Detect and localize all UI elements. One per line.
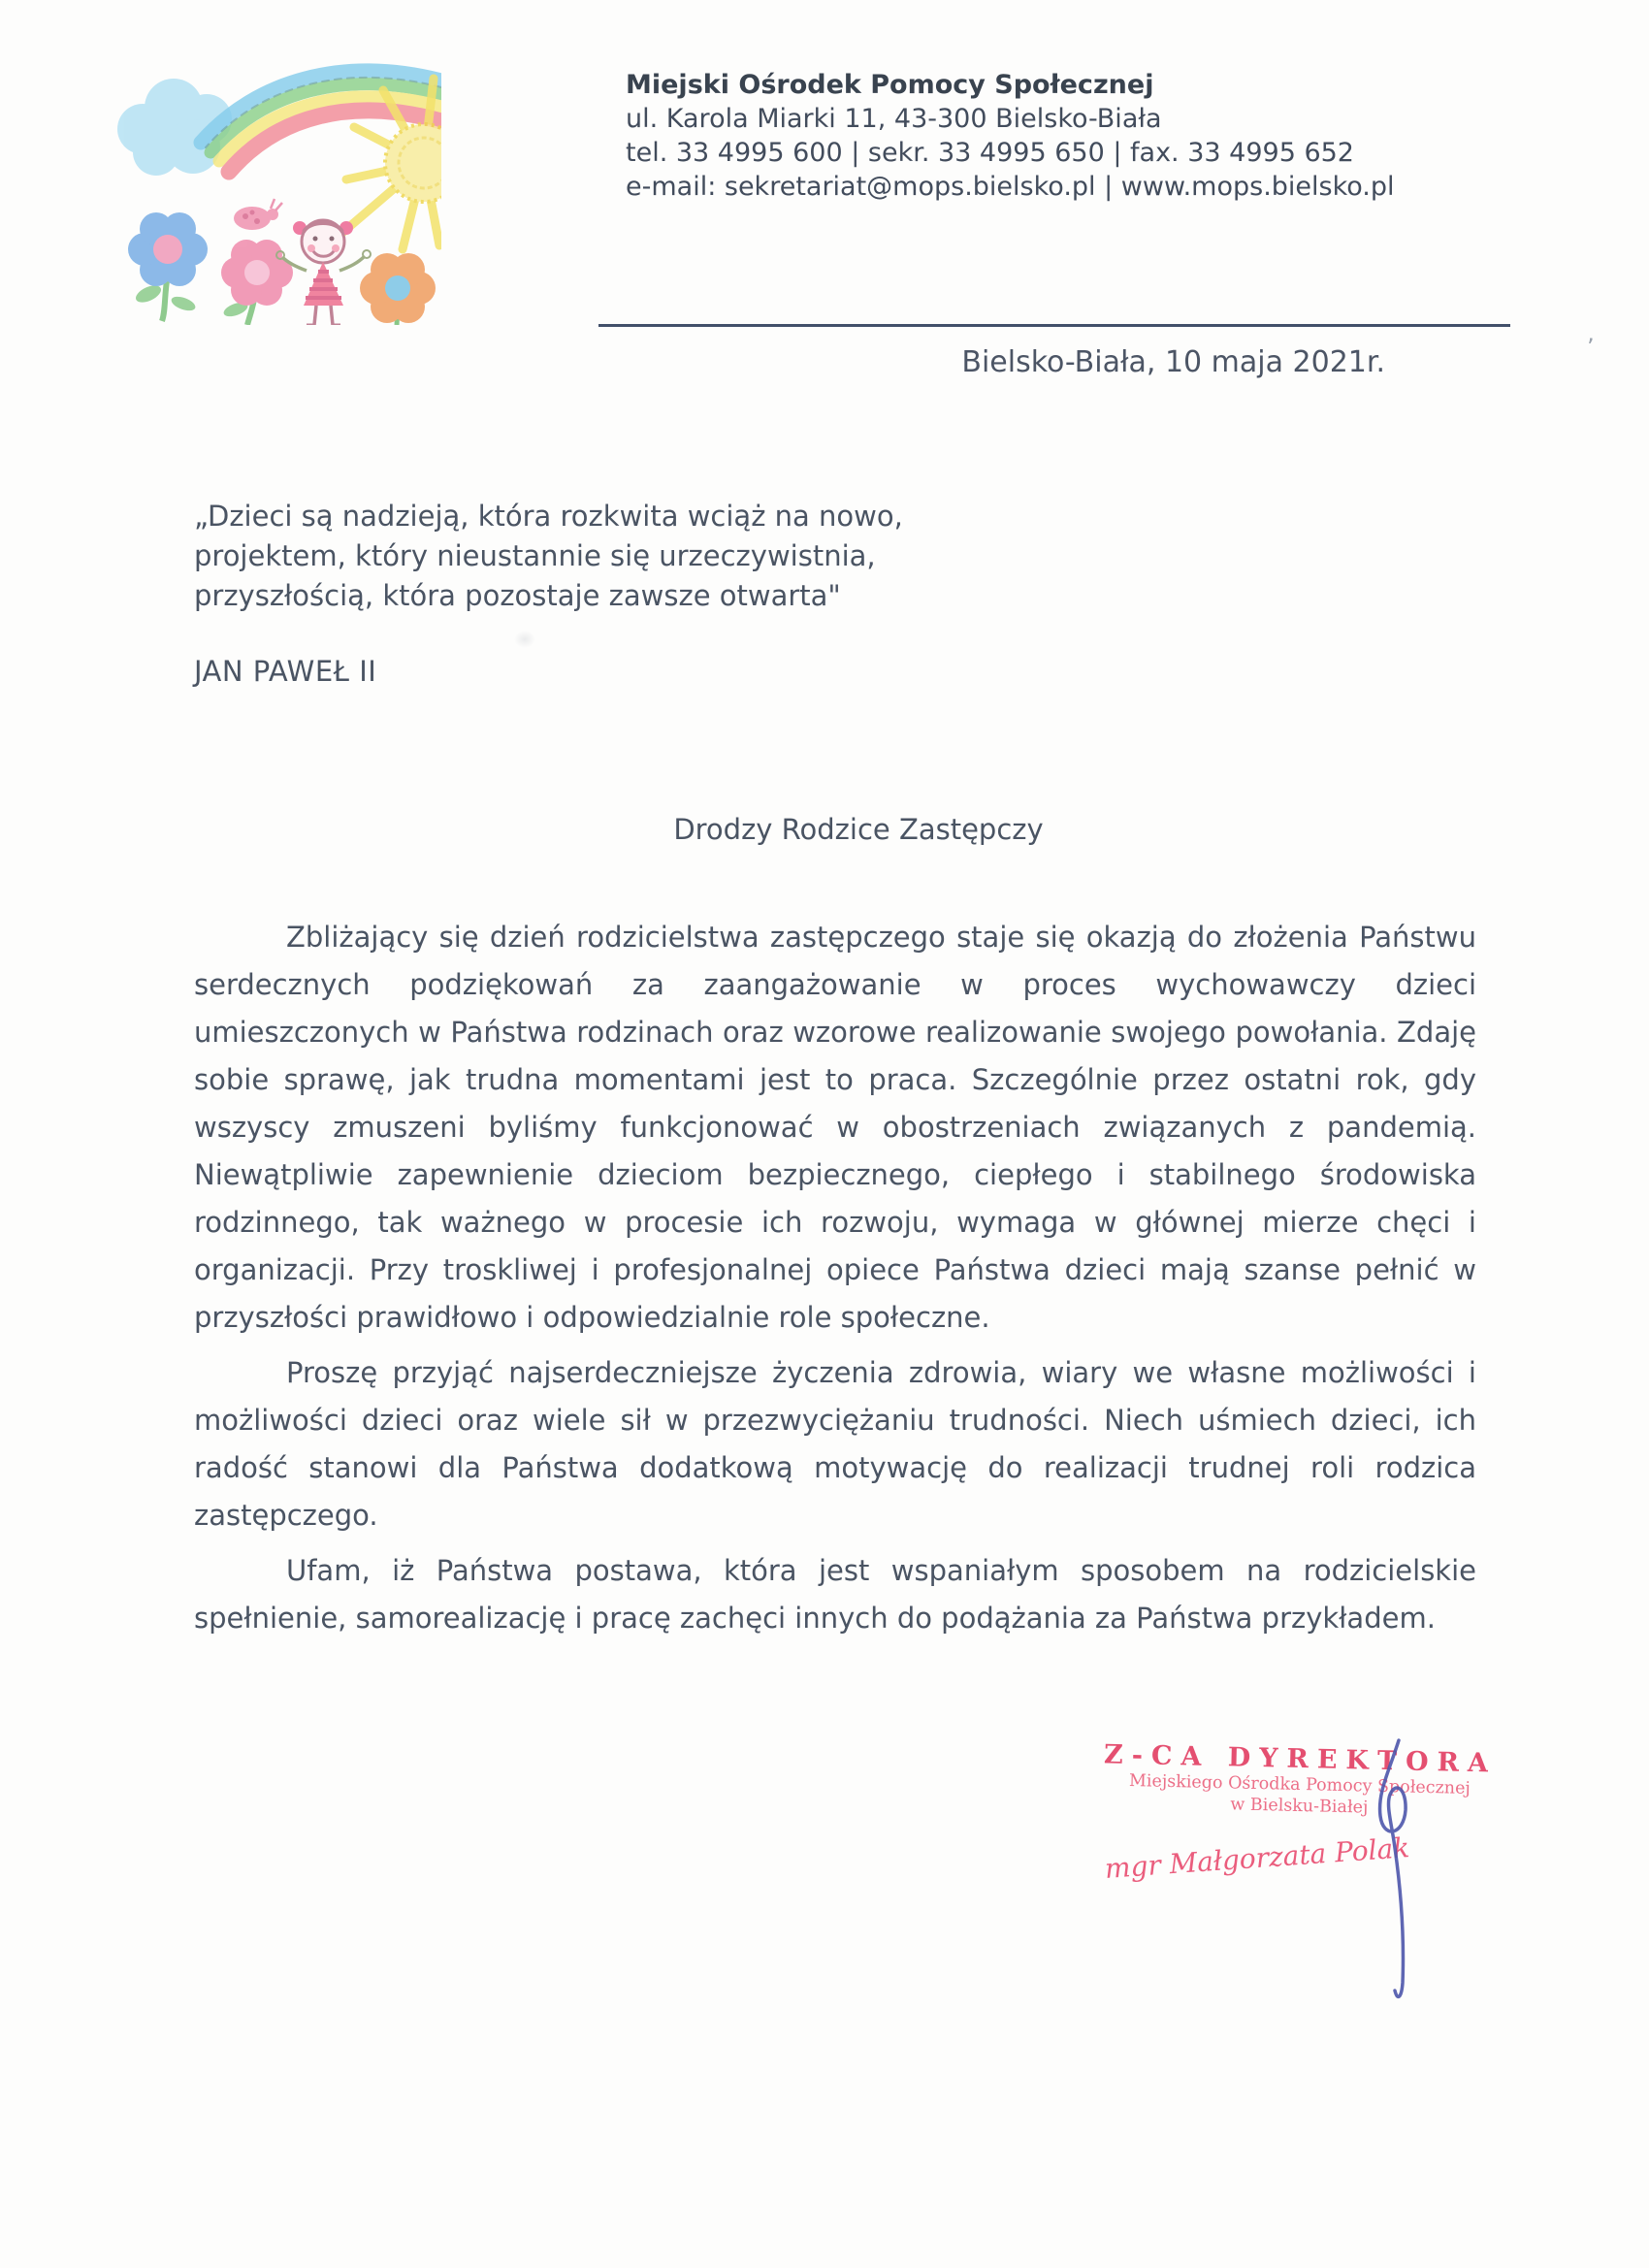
body-paragraph-2: Proszę przyjąć najserdeczniejsze życzenia zdrowia, wiary we własne możliwości i możliwości dzieci oraz wiele sił w przezwyciężaniu trudności. Niech uśmiech dzieci, ich radość stanowi dla Państwa dodatkową motywację do realizacji trudnej roli rodzica zastępczego. xyxy=(194,1356,1476,1532)
body-paragraph-1: Zbliżający się dzień rodzicielstwa zastępczego staje się okazją do złożenia Państwu serdecznych podziękowań za zaangażowanie w proces wychowawczy dzieci umieszczonych w Państwa rodzinach oraz wzorowe realizowanie swojego powołania. Zdaję sobie sprawę, jak trudna momentami jest to praca. Szczególnie przez ostatni rok, gdy wszyscy zmuszeni byliśmy funkcjonować w obostrzeniach związanych z pandemią. Niewątpliwie zapewnienie dzieciom bezpiecznego, ciepłego i stabilnego środowiska rodzinnego, tak ważnego w procesie ich rozwoju, wymaga w głównej mierze chęci i organizacji. Przy troskliwej i profesjonalnej opiece Państwa dzieci mają szanse pełnić w przyszłości prawidłowo i odpowiedzialnie role społeczne. xyxy=(194,921,1476,1334)
quote-block xyxy=(194,497,970,692)
quote-line: przyszłością, która pozostaje zawsze otwarta" xyxy=(194,579,841,612)
dateline: Bielsko-Biała, 10 maja 2021r. xyxy=(961,345,1385,379)
quote-line: projektem, który nieustannie się urzeczywistnia, xyxy=(194,539,876,572)
org-address: ul. Karola Miarki 11, 43-300 Bielsko-Biała xyxy=(626,104,1162,134)
org-contacts: e-mail: sekretariat@mops.bielsko.pl | www.mops.bielsko.pl xyxy=(626,172,1395,202)
scan-artifact-tick: ’ xyxy=(1587,334,1595,361)
stamp-signer-name: mgr Małgorzata Polak xyxy=(1103,1831,1411,1885)
org-phones: tel. 33 4995 600 | sekr. 33 4995 650 | fax. 33 4995 652 xyxy=(626,138,1354,168)
quote-author: JAN PAWEŁ II xyxy=(194,655,377,688)
scan-artifact-smudge xyxy=(514,631,535,648)
flower-orange-icon xyxy=(360,253,436,325)
stamp-org-line-2: w Bielsku-Białej xyxy=(1230,1795,1369,1818)
salutation: Drodzy Rodzice Zastępczy xyxy=(673,813,1044,846)
logo-drawing xyxy=(92,34,441,325)
stamp-title: Z-CA DYREKTORA xyxy=(1103,1739,1498,1779)
header-divider xyxy=(598,324,1510,327)
letter-body xyxy=(194,914,1476,1650)
letterhead xyxy=(626,68,1479,204)
flower-blue-icon xyxy=(128,212,208,321)
stamp-org-line-1: Miejskiego Ośrodka Pomocy Społecznej xyxy=(1128,1771,1471,1798)
handwritten-signature-stroke xyxy=(1350,1733,1467,2019)
org-name: Miejski Ośrodek Pomocy Społecznej xyxy=(626,70,1154,100)
ladybug-icon xyxy=(234,199,282,230)
quote-line: „Dzieci są nadzieją, która rozkwita wciąż na nowo, xyxy=(194,500,903,533)
body-paragraph-3: Ufam, iż Państwa postawa, która jest wspaniałym sposobem na rodzicielskie spełnienie, samorealizację i pracę zachęci innych do podążania za Państwa przykładem. xyxy=(194,1554,1476,1635)
